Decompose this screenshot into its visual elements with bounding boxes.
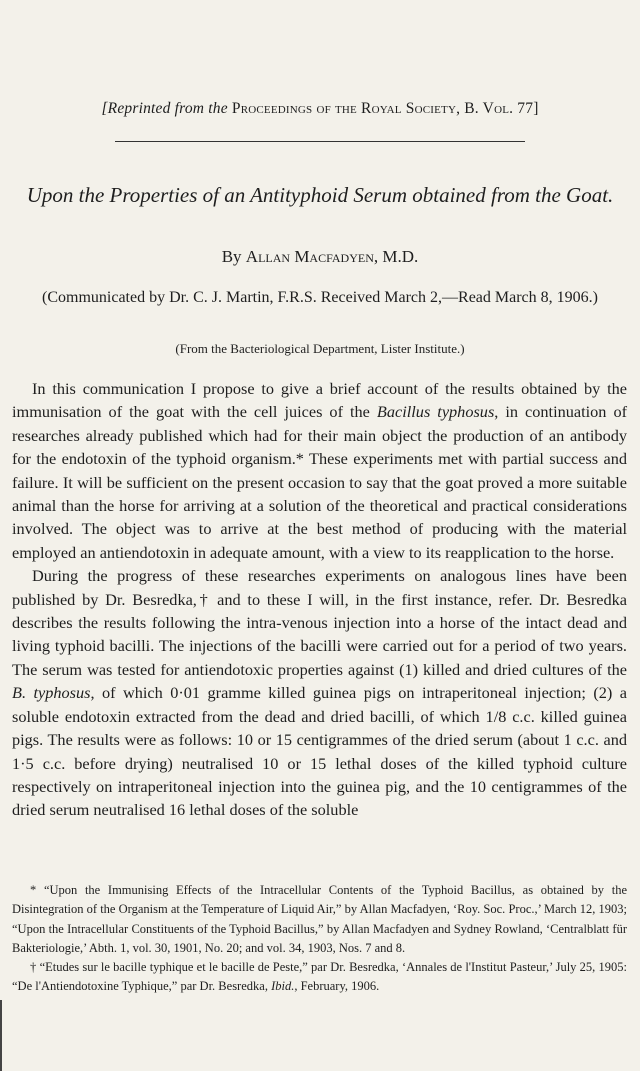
journal-citation: Proceedings of the Royal Society, B. Vol. 77] [231,100,539,117]
paper-title: Upon the Properties of an Antityphoid Serum obtained from the Goat. [26,183,614,207]
paragraph-2: During the progress of these researches experiments on analogous lines have been published by Dr. Besredka,† and to these I will, in the first instance, refer. Dr. Besredka describes the results following the intra-venous injection into a horse of the intact dead and living typhoid bacilli. The injections of the bacilli were carried out for a period of two years. The serum was tested for antiendotoxic properties against (1) killed and dried cultures of the B. typhosus, of which 0·01 gramme killed guinea pigs on intraperitoneal injection; (2) a soluble endotoxin extracted from the dead and dried bacilli, of which 1/8 c.c. killed guinea pigs. The results were as follows: 10 or 15 centigrammes of the dried serum (about 1 c.c. and 1·5 c.c. before drying) neutralised 10 or 15 lethal doses of the killed typhoid culture respectively on intraperitoneal injection into the guinea pig, and the 10 centigrammes of the dried serum neutralised 16 lethal doses of the soluble [12,566,627,820]
footnote-1: * “Upon the Immunising Effects of the Intracellular Contents of the Typhoid Bacillus, as obtained by the Disintegration of the Organism at the Temperature of Liquid Air,” by Allan Macfadyen, ‘Roy. Soc. Proc.,’ March 12, 1903; “Upon the Intracellular Constituents of the Typhoid Bacillus,” by Allan Macfadyen and Sydney Rowland, ‘Centralblatt für Bakteriologie,’ Abth. 1, vol. 30, 1901, No. 20; and vol. 34, 1903, Nos. 7 and 8. [12,883,627,955]
species-name: B. typhosus [12,683,91,703]
margin-mark [0,1000,2,1071]
affiliation-note: (From the Bacteriological Department, Lister Institute.) [175,341,465,356]
author-name: Allan Macfadyen, M.D. [245,247,419,266]
body-text [12,377,627,822]
reprint-note: [Reprinted from the [101,100,228,117]
byline [0,247,640,267]
communication-note: (Communicated by Dr. C. J. Martin, F.R.S. Received March 2,—Read March 8, 1906.) [42,289,598,306]
header-rule [115,141,525,142]
paragraph-1: In this communication I propose to give a brief account of the results obtained by the immunisation of the goat with the cell juices of the Bacillus typhosus, in continuation of researches already published which had for their main object the production of an antibody for the endotoxin of the typhoid organism.* These experiments met with partial success and failure. It will be sufficient on the present occasion to say that the goat proved a more suitable animal than the horse for arriving at a solution of the theoretical and practical considerations involved. The object was to arrive at the best method of producing with the material employed an antiendotoxin in adequate amount, with a view to its reapplication to the horse. [12,379,628,562]
species-name: Bacillus typhosus [376,402,495,422]
footnotes [12,881,627,997]
byline-by: By [221,247,242,266]
footnote-2: † “Etudes sur le bacille typhique et le bacille de Peste,” par Dr. Besredka, ‘Annales de l'Institut Pasteur,’ July 25, 1905: “De l'Antiendotoxine Typhique,” par Dr. Besredka, Ibid., February, 1906. [12,960,627,994]
reprint-header [0,100,640,118]
